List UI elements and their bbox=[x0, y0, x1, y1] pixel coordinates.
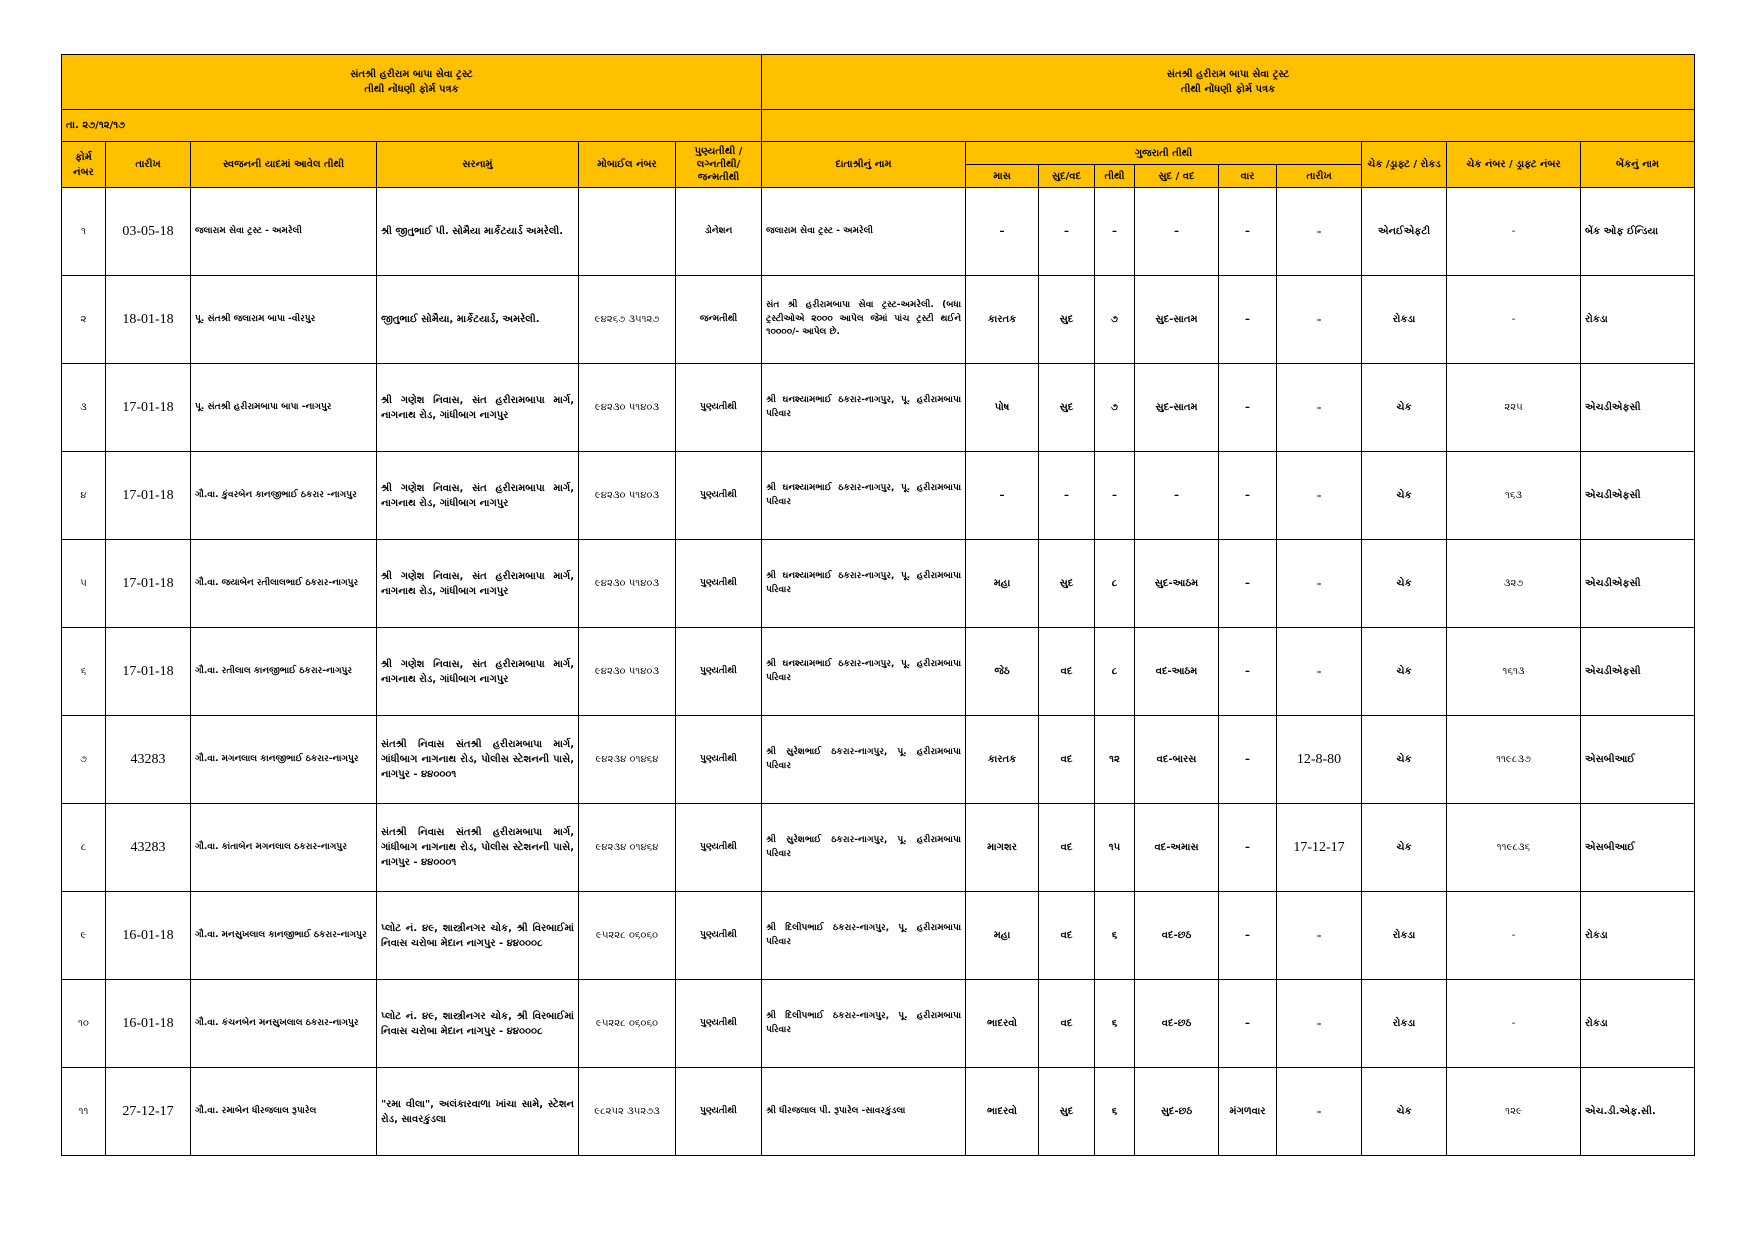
title-right-line1: સંતશ્રી હરીરામ બાપા સેવા ટ્રસ્ટ bbox=[1166, 69, 1290, 80]
cell-payment-mode: ચેક bbox=[1362, 540, 1447, 628]
cell-donor: શ્રી સુરેશભાઈ ઠકરાર-નાગપુર, પૂ. હરીરામબાપા પરિવાર bbox=[762, 804, 966, 892]
cell-tithi: ૮ bbox=[1095, 628, 1135, 716]
cell-donor: શ્રી સુરેશભાઈ ઠકરાર-નાગપુર, પૂ. હરીરામબાપા પરિવાર bbox=[762, 716, 966, 804]
cell-tarikh: - bbox=[1277, 540, 1362, 628]
cell-tarikh: - bbox=[1277, 980, 1362, 1068]
col-form-no: ફોર્મ નંબર bbox=[62, 142, 106, 188]
title-right bbox=[762, 55, 1695, 110]
cell-type: પુણ્યતીથી bbox=[676, 452, 762, 540]
cell-date: 16-01-18 bbox=[106, 980, 191, 1068]
cell-tithi: – bbox=[1095, 452, 1135, 540]
cell-payment-mode: ચેક bbox=[1362, 804, 1447, 892]
cell-day: – bbox=[1219, 892, 1277, 980]
cell-mobile: ૯૪૨૬૭ ૩૫૧૨૭ bbox=[579, 276, 676, 364]
cell-type: પુણ્યતીથી bbox=[676, 628, 762, 716]
cell-mobile: ૯૫૨૨૮ ૦૬૦૬૦ bbox=[579, 980, 676, 1068]
cell-month: પોષ bbox=[966, 364, 1039, 452]
cell-sud-vad-2: સુદ-આઠમ bbox=[1135, 540, 1219, 628]
col-tarikh: તારીખ bbox=[1277, 165, 1362, 188]
cell-sud-vad: વદ bbox=[1039, 628, 1095, 716]
cell-month: જેઠ bbox=[966, 628, 1039, 716]
cell-day: – bbox=[1219, 364, 1277, 452]
cell-date: 17-01-18 bbox=[106, 540, 191, 628]
table-row bbox=[62, 540, 1695, 628]
cell-mobile: ૯૪૨૩૦ ૫૧૪૦૩ bbox=[579, 628, 676, 716]
cell-tarikh: 17-12-17 bbox=[1277, 804, 1362, 892]
cell-address: શ્રી ગણેશ નિવાસ, સંત હરીરામબાપા માર્ગ, નાગનાથ રોડ, ગાંધીબાગ નાગપુર bbox=[377, 540, 579, 628]
cell-bank: એચડીએફસી bbox=[1581, 540, 1695, 628]
cell-cheque-no: - bbox=[1447, 276, 1581, 364]
col-bank: બેંકનું નામ bbox=[1581, 142, 1695, 188]
cell-day: – bbox=[1219, 188, 1277, 276]
cell-form-no: ૬ bbox=[62, 628, 106, 716]
cell-month: મહા bbox=[966, 540, 1039, 628]
cell-type: પુણ્યતીથી bbox=[676, 980, 762, 1068]
cell-type: પુણ્યતીથી bbox=[676, 364, 762, 452]
cell-type: પુણ્યતીથી bbox=[676, 540, 762, 628]
cell-date: 03-05-18 bbox=[106, 188, 191, 276]
cell-donor: સંત શ્રી હરીરામબાપા સેવા ટ્રસ્ટ-અમરેલી. (બધા ટ્રસ્ટીઓએ ૨૦૦૦ આપેલ જેમાં પાંચ ટ્રસ્ટી થઈને ૧૦૦૦૦/- આપેલ છે. bbox=[762, 276, 966, 364]
cell-tithi: ૧૨ bbox=[1095, 716, 1135, 804]
col-sud-vad-2: સુદ / વદ bbox=[1135, 165, 1219, 188]
cell-bank: એચડીએફસી bbox=[1581, 452, 1695, 540]
table-row bbox=[62, 364, 1695, 452]
cell-sud-vad-2: સુદ-સાતમ bbox=[1135, 276, 1219, 364]
title-left bbox=[62, 55, 762, 110]
table-row bbox=[62, 452, 1695, 540]
cell-payment-mode: રોકડા bbox=[1362, 980, 1447, 1068]
col-gujarati-tithi: ગુજરાતી તીથી bbox=[966, 142, 1362, 165]
col-payment-mode: ચેક /ડ્રાફ્ટ / રોકડ bbox=[1362, 142, 1447, 188]
cell-sud-vad-2: વદ-અમાસ bbox=[1135, 804, 1219, 892]
cell-sud-vad: – bbox=[1039, 188, 1095, 276]
cell-mobile: ૯૪૨૩૦ ૫૧૪૦૩ bbox=[579, 452, 676, 540]
cell-form-no: ૧૧ bbox=[62, 1068, 106, 1156]
cell-form-no: ૫ bbox=[62, 540, 106, 628]
cell-day: – bbox=[1219, 276, 1277, 364]
cell-cheque-no: ૧૧૯૮૩૬ bbox=[1447, 804, 1581, 892]
cell-payment-mode: રોકડા bbox=[1362, 276, 1447, 364]
cell-tithi: – bbox=[1095, 188, 1135, 276]
cell-type: પુણ્યતીથી bbox=[676, 804, 762, 892]
cell-type: પુણ્યતીથી bbox=[676, 892, 762, 980]
cell-date: 43283 bbox=[106, 804, 191, 892]
title-left-line2: તીથી નોંધણી ફોર્મ પત્રક bbox=[364, 84, 459, 95]
cell-tarikh: - bbox=[1277, 892, 1362, 980]
cell-name: ગૌ.વા. રતીલાલ કાનજીભાઈ ઠકરાર-નાગપુર bbox=[191, 628, 377, 716]
cell-cheque-no: ૧૬૧૩ bbox=[1447, 628, 1581, 716]
table-row bbox=[62, 980, 1695, 1068]
cell-form-no: ૧૦ bbox=[62, 980, 106, 1068]
cell-payment-mode: ચેક bbox=[1362, 452, 1447, 540]
cell-tarikh: - bbox=[1277, 188, 1362, 276]
cell-name: ગૌ.વા. કાંતાબેન મગનલાલ ઠકરાર-નાગપુર bbox=[191, 804, 377, 892]
cell-bank: રોકડા bbox=[1581, 276, 1695, 364]
cell-date: 17-01-18 bbox=[106, 452, 191, 540]
cell-address: સંતશ્રી નિવાસ સંતશ્રી હરીરામબાપા માર્ગ, ગાંધીબાગ નાગનાથ રોડ, પોલીસ સ્ટેશનની પાસે, નાગપુર - ૪૪૦૦૦૧ bbox=[377, 716, 579, 804]
title-left-line1: સંતશ્રી હરીરામ બાપા સેવા ટ્રસ્ટ bbox=[350, 69, 473, 80]
cell-donor: શ્રી દિલીપભાઈ ઠકરાર-નાગપુર, પૂ. હરીરામબાપા પરિવાર bbox=[762, 980, 966, 1068]
cell-payment-mode: ચેક bbox=[1362, 716, 1447, 804]
cell-day: – bbox=[1219, 452, 1277, 540]
cell-name: ગૌ.વા. કુંવરબેન કાનજીભાઈ ઠકરાર -નાગપુર bbox=[191, 452, 377, 540]
cell-type: જન્મતીથી bbox=[676, 276, 762, 364]
cell-date: 18-01-18 bbox=[106, 276, 191, 364]
cell-cheque-no: - bbox=[1447, 980, 1581, 1068]
cell-payment-mode: રોકડા bbox=[1362, 892, 1447, 980]
cell-sud-vad: સુદ bbox=[1039, 540, 1095, 628]
cell-address: શ્રી ગણેશ નિવાસ, સંત હરીરામબાપા માર્ગ, નાગનાથ રોડ, ગાંધીબાગ નાગપુર bbox=[377, 628, 579, 716]
cell-month: – bbox=[966, 188, 1039, 276]
cell-name: પૂ. સંતશ્રી જલારામ બાપા -વીરપુર bbox=[191, 276, 377, 364]
cell-mobile: ૯૮૨૫૨ ૩૫૨૭૩ bbox=[579, 1068, 676, 1156]
cell-tarikh: - bbox=[1277, 452, 1362, 540]
table-row bbox=[62, 628, 1695, 716]
cell-month: ભાદરવો bbox=[966, 980, 1039, 1068]
cell-month: કારતક bbox=[966, 276, 1039, 364]
col-tithi: તીથી bbox=[1095, 165, 1135, 188]
cell-month: માગશર bbox=[966, 804, 1039, 892]
cell-date: 16-01-18 bbox=[106, 892, 191, 980]
cell-tithi: ૧૫ bbox=[1095, 804, 1135, 892]
cell-name: પૂ. સંતશ્રી હરીરામબાપા બાપા -નાગપુર bbox=[191, 364, 377, 452]
cell-payment-mode: એનઈએફટી bbox=[1362, 188, 1447, 276]
cell-cheque-no: ૩૨૭ bbox=[1447, 540, 1581, 628]
table-row bbox=[62, 716, 1695, 804]
cell-sud-vad-2: સુદ-છઠ bbox=[1135, 1068, 1219, 1156]
cell-bank: એચડીએફસી bbox=[1581, 628, 1695, 716]
cell-sud-vad: સુદ bbox=[1039, 364, 1095, 452]
sheet-date: તા. ૨૭/૧૨/૧૭ bbox=[62, 110, 762, 142]
cell-sud-vad-2: વદ-છઠ bbox=[1135, 980, 1219, 1068]
cell-name: ગૌ.વા. કંચનબેન મનસુખલાલ ઠકરાર-નાગપુર bbox=[191, 980, 377, 1068]
table-row bbox=[62, 804, 1695, 892]
cell-bank: એચ.ડી.એફ.સી. bbox=[1581, 1068, 1695, 1156]
cell-mobile: ૯૪૨૩૦ ૫૧૪૦૩ bbox=[579, 540, 676, 628]
cell-mobile: ૯૪૨૩૪ ૦૧૪૬૪ bbox=[579, 804, 676, 892]
cell-sud-vad: સુદ bbox=[1039, 276, 1095, 364]
cell-tarikh: - bbox=[1277, 1068, 1362, 1156]
col-sud-vad: સુદ/વદ bbox=[1039, 165, 1095, 188]
cell-sud-vad-2: વદ-છઠ bbox=[1135, 892, 1219, 980]
cell-bank: એચડીએફસી bbox=[1581, 364, 1695, 452]
cell-form-no: ૪ bbox=[62, 452, 106, 540]
cell-address: "રમા વીલા", અલંકારવાળા ખાંચા સામે, સ્ટેશન રોડ, સાવરકુંડલા bbox=[377, 1068, 579, 1156]
cell-form-no: ૮ bbox=[62, 804, 106, 892]
table-row bbox=[62, 1068, 1695, 1156]
cell-tarikh: - bbox=[1277, 364, 1362, 452]
col-mobile: મોબાઈલ નંબર bbox=[579, 142, 676, 188]
cell-sud-vad: વદ bbox=[1039, 804, 1095, 892]
cell-donor: શ્રી ઘનશ્યામભાઈ ઠકરાર-નાગપુર, પૂ. હરીરામબાપા પરિવાર bbox=[762, 628, 966, 716]
col-address: સરનામું bbox=[377, 142, 579, 188]
cell-day: – bbox=[1219, 628, 1277, 716]
col-month: માસ bbox=[966, 165, 1039, 188]
cell-sud-vad: વદ bbox=[1039, 892, 1095, 980]
cell-sud-vad: સુદ bbox=[1039, 1068, 1095, 1156]
cell-bank: રોકડા bbox=[1581, 892, 1695, 980]
cell-donor: શ્રી ધીરજલાલ પી. રૂપારેલ -સાવરકુંડલા bbox=[762, 1068, 966, 1156]
cell-day: – bbox=[1219, 540, 1277, 628]
cell-form-no: ૯ bbox=[62, 892, 106, 980]
cell-address: શ્રી ગણેશ નિવાસ, સંત હરીરામબાપા માર્ગ, નાગનાથ રોડ, ગાંધીબાગ નાગપુર bbox=[377, 452, 579, 540]
date-row bbox=[62, 110, 1695, 142]
cell-bank: એસબીઆઈ bbox=[1581, 804, 1695, 892]
cell-name: જલારામ સેવા ટ્રસ્ટ - અમરેલી bbox=[191, 188, 377, 276]
cell-payment-mode: ચેક bbox=[1362, 1068, 1447, 1156]
cell-month: ભાદરવો bbox=[966, 1068, 1039, 1156]
table-row bbox=[62, 276, 1695, 364]
cell-bank: રોકડા bbox=[1581, 980, 1695, 1068]
cell-tarikh: - bbox=[1277, 276, 1362, 364]
cell-type: ડોનેશન bbox=[676, 188, 762, 276]
col-date: તારીખ bbox=[106, 142, 191, 188]
cell-type: પુણ્યતીથી bbox=[676, 716, 762, 804]
col-cheque-no: ચેક નંબર / ડ્રાફ્ટ નંબર bbox=[1447, 142, 1581, 188]
cell-tithi: ૬ bbox=[1095, 892, 1135, 980]
table-row bbox=[62, 188, 1695, 276]
cell-sud-vad-2: વદ-આઠમ bbox=[1135, 628, 1219, 716]
cell-date: 17-01-18 bbox=[106, 628, 191, 716]
cell-name: ગૌ.વા. રમાબેન ધીરજલાલ રૂપારેલ bbox=[191, 1068, 377, 1156]
cell-donor: શ્રી ઘનશ્યામભાઈ ઠકરાર-નાગપુર, પૂ. હરીરામબાપા પરિવાર bbox=[762, 540, 966, 628]
cell-tithi: ૭ bbox=[1095, 364, 1135, 452]
cell-mobile bbox=[579, 188, 676, 276]
cell-name: ગૌ.વા. જયાબેન રતીલાલભાઈ ઠકરાર-નાગપુર bbox=[191, 540, 377, 628]
cell-address: પ્લોટ નં. ૪૯, શાસ્ત્રીનગર ચોક, શ્રી વિરબાઈમાં નિવાસ ચરોબા મેદાન નાગપુર - ૪૪૦૦૦૮ bbox=[377, 980, 579, 1068]
cell-day: – bbox=[1219, 804, 1277, 892]
cell-date: 43283 bbox=[106, 716, 191, 804]
col-tithi-in-memory: સ્વજનની યાદમાં આવેલ તીથી bbox=[191, 142, 377, 188]
cell-sud-vad-2: સુદ-સાતમ bbox=[1135, 364, 1219, 452]
cell-form-no: ૧ bbox=[62, 188, 106, 276]
cell-cheque-no: ૧૬૩ bbox=[1447, 452, 1581, 540]
cell-address: સંતશ્રી નિવાસ સંતશ્રી હરીરામબાપા માર્ગ, ગાંધીબાગ નાગનાથ રોડ, પોલીસ સ્ટેશનની પાસે, નાગપુર - ૪૪૦૦૦૧ bbox=[377, 804, 579, 892]
col-day: વાર bbox=[1219, 165, 1277, 188]
cell-day: મંગળવાર bbox=[1219, 1068, 1277, 1156]
cell-tithi: ૮ bbox=[1095, 540, 1135, 628]
cell-cheque-no: ૧૨૯ bbox=[1447, 1068, 1581, 1156]
col-donor: દાતાશ્રીનું નામ bbox=[762, 142, 966, 188]
header-row-1 bbox=[62, 142, 1695, 165]
cell-form-no: ૩ bbox=[62, 364, 106, 452]
cell-sud-vad: – bbox=[1039, 452, 1095, 540]
cell-date: 27-12-17 bbox=[106, 1068, 191, 1156]
cell-sud-vad-2: વદ-બારસ bbox=[1135, 716, 1219, 804]
cell-name: ગૌ.વા. મગનલાલ કાનજીભાઈ ઠકરાર-નાગપુર bbox=[191, 716, 377, 804]
cell-address: શ્રી ગણેશ નિવાસ, સંત હરીરામબાપા માર્ગ, નાગનાથ રોડ, ગાંધીબાગ નાગપુર bbox=[377, 364, 579, 452]
cell-mobile: ૯૪૨૩૪ ૦૧૪૬૪ bbox=[579, 716, 676, 804]
cell-date: 17-01-18 bbox=[106, 364, 191, 452]
cell-cheque-no: ૨૨૫ bbox=[1447, 364, 1581, 452]
cell-form-no: ૭ bbox=[62, 716, 106, 804]
cell-mobile: ૯૪૨૩૦ ૫૧૪૦૩ bbox=[579, 364, 676, 452]
cell-cheque-no: - bbox=[1447, 188, 1581, 276]
cell-tithi: ૬ bbox=[1095, 980, 1135, 1068]
cell-payment-mode: ચેક bbox=[1362, 364, 1447, 452]
cell-month: કારતક bbox=[966, 716, 1039, 804]
cell-tarikh: - bbox=[1277, 628, 1362, 716]
cell-address: જીતુભાઈ સોમૈયા, માર્કેટયાર્ડ, અમરેલી. bbox=[377, 276, 579, 364]
cell-day: – bbox=[1219, 716, 1277, 804]
cell-cheque-no: ૧૧૯૮૩૭ bbox=[1447, 716, 1581, 804]
date-row-blank bbox=[762, 110, 1695, 142]
tithi-register-table bbox=[61, 54, 1695, 1156]
cell-mobile: ૯૫૨૨૮ ૦૬૦૬૦ bbox=[579, 892, 676, 980]
cell-month: મહા bbox=[966, 892, 1039, 980]
cell-day: – bbox=[1219, 980, 1277, 1068]
cell-address: શ્રી જીતુભાઈ પી. સોમૈયા માર્કેટયાર્ડ અમરેલી. bbox=[377, 188, 579, 276]
cell-payment-mode: ચેક bbox=[1362, 628, 1447, 716]
cell-sud-vad: વદ bbox=[1039, 716, 1095, 804]
cell-sud-vad-2: – bbox=[1135, 188, 1219, 276]
cell-tarikh: 12-8-80 bbox=[1277, 716, 1362, 804]
cell-donor: શ્રી ઘનશ્યામભાઈ ઠકરાર-નાગપુર, પૂ. હરીરામબાપા પરિવાર bbox=[762, 364, 966, 452]
cell-donor: શ્રી દિલીપભાઈ ઠકરાર-નાગપુર, પૂ. હરીરામબાપા પરિવાર bbox=[762, 892, 966, 980]
cell-tithi: ૬ bbox=[1095, 1068, 1135, 1156]
cell-cheque-no: - bbox=[1447, 892, 1581, 980]
table-row bbox=[62, 892, 1695, 980]
cell-donor: શ્રી ઘનશ્યામભાઈ ઠકરાર-નાગપુર, પૂ. હરીરામબાપા પરિવાર bbox=[762, 452, 966, 540]
cell-bank: બેંક ઓફ ઈન્ડિયા bbox=[1581, 188, 1695, 276]
title-row bbox=[62, 55, 1695, 110]
cell-form-no: ૨ bbox=[62, 276, 106, 364]
cell-bank: એસબીઆઈ bbox=[1581, 716, 1695, 804]
cell-sud-vad: વદ bbox=[1039, 980, 1095, 1068]
cell-tithi: ૭ bbox=[1095, 276, 1135, 364]
cell-type: પુણ્યતીથી bbox=[676, 1068, 762, 1156]
cell-sud-vad-2: – bbox=[1135, 452, 1219, 540]
cell-month: – bbox=[966, 452, 1039, 540]
cell-donor: જલારામ સેવા ટ્રસ્ટ - અમરેલી bbox=[762, 188, 966, 276]
cell-name: ગૌ.વા. મનસુખલાલ કાનજીભાઈ ઠકરાર-નાગપુર bbox=[191, 892, 377, 980]
title-right-line2: તીથી નોંધણી ફોર્મ પત્રક bbox=[1180, 84, 1276, 95]
col-tithi-type: પુણ્યતીથી / લગ્નતીથી/ જન્મતીથી bbox=[676, 142, 762, 188]
cell-address: પ્લોટ નં. ૪૯, શાસ્ત્રીનગર ચોક, શ્રી વિરબાઈમાં નિવાસ ચરોબા મેદાન નાગપુર - ૪૪૦૦૦૮ bbox=[377, 892, 579, 980]
